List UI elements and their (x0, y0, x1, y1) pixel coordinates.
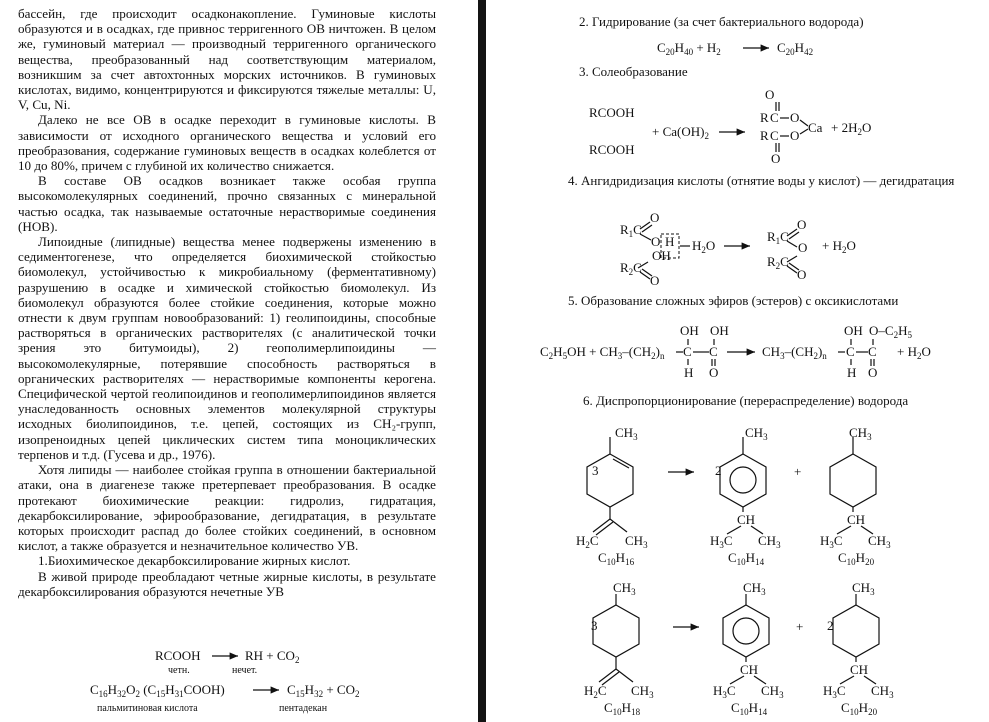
svg-text:H3C: $H_3C$ (820, 533, 843, 550)
eq3-acid-2: RCOOH (589, 142, 635, 157)
svg-text:Ca: Ca (808, 120, 823, 135)
paragraph-nov: В составе ОВ осадков возникает также особая группа высокомолекулярных соединений, прочно связанных с минеральной частью осадка, так называемые остаточные нерастворимые соединения (НОВ). (18, 173, 436, 234)
eq5-water: + $H_2O$ (897, 344, 931, 361)
svg-text:CH3: $CH_3$ (868, 533, 891, 550)
mol-c10h20-menthane (820, 425, 891, 567)
svg-text:CH3: $CH_3$ (743, 580, 766, 597)
svg-text:CH3: $CH_3$ (852, 580, 875, 597)
item-decarboxylation: 1.Биохимическое декарбоксилирование жирных кислот. (38, 553, 351, 569)
svg-text:R2C: $R_2C$ (620, 260, 642, 277)
svg-text:H2C: $H_2C$ (584, 683, 607, 700)
svg-text:H2C: $H_2C$ (576, 533, 599, 550)
eq5-rhs-chain: $CH_3-(CH_2)_n$ (762, 344, 827, 361)
eq-decarboxylation (155, 648, 299, 676)
svg-text:O: O (650, 273, 660, 288)
svg-text:O: O (797, 217, 807, 232)
eq2-palmitic-label: пальмитиновая кислота (97, 703, 198, 714)
eq-palmitic (90, 682, 359, 714)
svg-text:O: O (797, 267, 807, 282)
eq5-ester-group: $O-C_2H_5$ (869, 323, 912, 340)
svg-text:CH3: $CH_3$ (745, 425, 768, 442)
eq1-odd-label: нечет. (232, 665, 258, 676)
svg-text:R: R (760, 110, 769, 125)
svg-text:O: O (650, 210, 660, 225)
svg-text:O: O (651, 234, 661, 249)
eq1-lhs: RCOOH (155, 648, 201, 663)
mol-c10h20-row2 (823, 580, 894, 717)
plus-row2: + (796, 619, 804, 634)
svg-text:CH3: $CH_3$ (761, 683, 784, 700)
svg-text:CH3: $CH_3$ (613, 580, 636, 597)
svg-text:C: C (683, 344, 692, 359)
svg-text:OH: OH (680, 323, 699, 338)
eq5-lhs: $C_2H_5OH + CH_3-(CH_2)_n$ (540, 344, 665, 361)
eq-ester (540, 323, 931, 380)
mol-c10h16-cyclohexene (576, 425, 648, 567)
item-decarboxylation-text: В живой природе преобладают четные жирные кислоты, в результате декарбоксилирования образуются нечетные УВ (18, 568, 436, 599)
eq3-base: + $Ca(OH)_2$ (652, 124, 709, 141)
mol-c10h14-row2 (713, 580, 784, 717)
svg-text:H3C: $H_3C$ (823, 683, 846, 700)
svg-text:CH: CH (740, 662, 759, 677)
paragraph-humic: бассейн, где происходит осадконакопление. Гуминовые кислоты образуются и в осадках, где привнос терригенного ОВ ничтожен. В целом же, гуминовый материал — производный терригенного органического вещества, преобразованный над соответствующим материалом, возникшим за счет автохтонных морских источников. В гуминовых кислотах, видимо, концентрируются и фиксируются тяжелые металлы: U, V, Cu, Ni. (18, 6, 436, 113)
svg-text:CH3: $CH_3$ (849, 425, 872, 442)
eq1-rhs: RH + $CO_2$ (245, 648, 300, 665)
svg-text:CH3: $CH_3$ (615, 425, 638, 442)
svg-text:3: 3 (592, 463, 599, 478)
svg-text:H3C: $H_3C$ (713, 683, 736, 700)
eq-anhydride (620, 210, 856, 288)
svg-text:C10H20: $C_{10}H_{20}$ (838, 550, 875, 567)
svg-text:2: 2 (715, 463, 722, 478)
mol-c10h14-cymene (710, 425, 781, 567)
svg-text:C10H14: $C_{10}H_{14}$ (728, 550, 765, 567)
paragraph-humic-content: Далеко не все ОВ в осадке переходит в гуминовые кислоты. В зависимости от исходного органического вещества и условий его преобразования, содержание гуминовых веществ в осадках колеблется от 10 до 80%, причем с глубиной их количество снижается. (18, 112, 436, 174)
mol-c10h18 (584, 580, 654, 717)
eq-salt-formation (589, 87, 871, 166)
eq2-lhs: $C_{16}H_{32}O_2$ $(C_{15}H_{31}COOH)$ (90, 682, 225, 699)
svg-text:C10H20: $C_{10}H_{20}$ (841, 700, 878, 717)
eq1-even-label: четн. (168, 665, 190, 676)
eq-hydrogenation (657, 40, 813, 57)
eq-hydrogenation-rhs: $C_{20}H_{42}$ (777, 40, 814, 57)
svg-text:CH3: $CH_3$ (871, 683, 894, 700)
heading-salt: 3. Солеобразование (579, 64, 688, 79)
svg-text:R: R (760, 128, 769, 143)
eq4-product-water: + $H_2O$ (822, 238, 856, 255)
svg-text:CH3: $CH_3$ (758, 533, 781, 550)
svg-text:C10H14: $C_{10}H_{14}$ (731, 700, 768, 717)
svg-text:O: O (868, 365, 878, 380)
svg-text:C: C (846, 344, 855, 359)
paragraph-diagenesis: Хотя липиды — наиболее стойкая группа в отношении бактериальной атаки, она в диагенезе также претерпевает преобразования. В осадке протекают биохимические реакции: гидролиз, гидратация, декарбоксилирование, эфирообразование, дегидратация, в результате которых происходит распад до более стойких соединений, в основном кислот, а также образуется и незначительное количество УВ. (18, 462, 436, 554)
plus-row1: + (794, 464, 802, 479)
heading-esters: 5. Образование сложных эфиров (эстеров) с оксикислотами (568, 293, 899, 308)
eq2-rhs: $C_{15}H_{32} + CO_2$ (287, 682, 360, 699)
svg-text:O: O (790, 110, 800, 125)
svg-text:CH3: $CH_3$ (631, 683, 654, 700)
svg-text:R1C: $R_1C$ (620, 222, 642, 239)
svg-text:O: O (790, 128, 800, 143)
svg-text:CH: CH (850, 662, 869, 677)
eq4-water: $H_2O$ (692, 238, 716, 255)
svg-text:C10H16: $C_{10}H_{16}$ (598, 550, 635, 567)
eq2-pentadecane-label: пентадекан (279, 703, 328, 714)
svg-text:O: O (765, 87, 775, 102)
svg-text:C: C (770, 110, 779, 125)
svg-text:OH: OH (710, 323, 729, 338)
svg-text:H: H (847, 365, 857, 380)
heading-disproportionation: 6. Диспропорционирование (перераспределение) водорода (583, 393, 909, 408)
svg-text:R1C: $R_1C$ (767, 229, 789, 246)
page-gutter (478, 0, 486, 722)
svg-text:3: 3 (591, 618, 598, 633)
svg-text:O: O (771, 151, 781, 166)
svg-text:H: H (684, 365, 694, 380)
svg-text:2: 2 (827, 618, 834, 633)
svg-text:C10H18: $C_{10}H_{18}$ (604, 700, 641, 717)
svg-text:C: C (709, 344, 718, 359)
svg-text:OH: OH (844, 323, 863, 338)
svg-text:O: O (798, 240, 808, 255)
svg-text:H3C: $H_3C$ (710, 533, 733, 550)
svg-text:OH: OH (652, 248, 671, 263)
svg-text:C: C (868, 344, 877, 359)
svg-text:CH3: $CH_3$ (625, 533, 648, 550)
svg-text:R2C: $R_2C$ (767, 254, 789, 271)
svg-text:C: C (770, 128, 779, 143)
svg-text:CH: CH (847, 512, 866, 527)
svg-text:CH: CH (737, 512, 756, 527)
heading-anhydride: 4. Ангидридизация кислоты (отнятие воды у кислот) — дегидратация (568, 173, 955, 188)
eq3-acid-1: RCOOH (589, 105, 635, 120)
eq3-water: + $2H_2O$ (831, 120, 872, 137)
svg-text:H: H (665, 234, 675, 249)
paragraph-lipids: Липоидные (липидные) вещества менее подвержены изменению в седиментогенезе, что определяется биохимической стойкостью биомолекул, устойчивостью к микробиальному (ферментативному) разрушению в осадке и химической стойкостью биомолекул. Из биомолекул образуются более стойкие соединения, которые можно отнести к двум группам новообразований: 1) геолипоидины, способные растворяться в органических растворителях (с аналитической точки зрения это битумоиды), 2) геополимерлипоидины — высокомолекулярные, потерявшие способность растворяться в органических растворителях — нерастворимые компоненты керогена. Специфической чертой геолипоидинов и геополимерлипоидинов является унаследованность основных элементов молекулярной структуры исходных биолипоидинов, т.е. цепей, состоящих из CH₂-групп, изопреноидных цепей циклических систем типа моноциклических терпенов и т.д. (Гусева и др., 1976). (18, 234, 436, 462)
svg-text:O: O (709, 365, 719, 380)
heading-hydrogenation: 2. Гидрирование (за счет бактериального водорода) (579, 14, 864, 29)
eq-hydrogenation-lhs: $C_{20}H_{40} + H_2$ (657, 40, 721, 57)
